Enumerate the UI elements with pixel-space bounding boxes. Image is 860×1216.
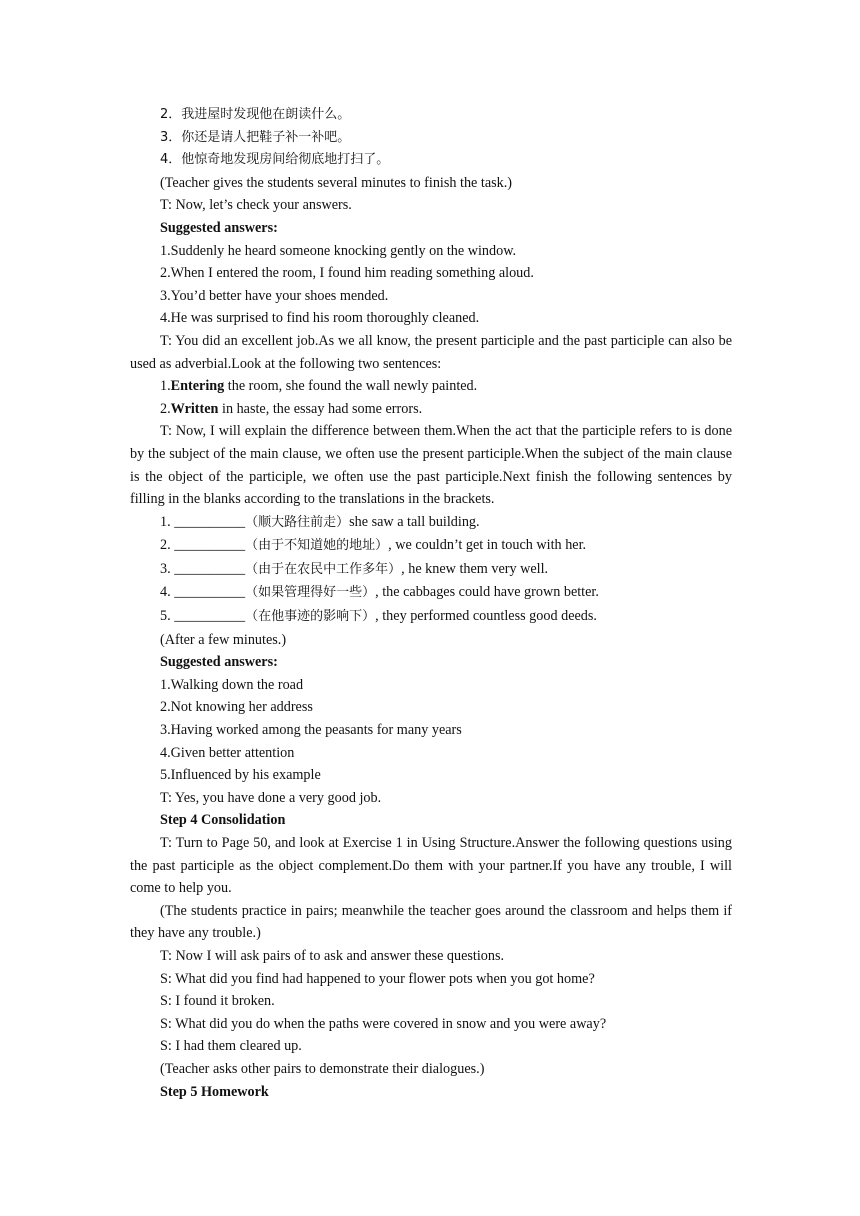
answer-item: 3.Having worked among the peasants for many years <box>160 722 462 739</box>
blank-number: 1. __________ <box>160 513 246 530</box>
stage-direction: (Teacher asks other pairs to demonstrate their dialogues.) <box>160 1060 485 1077</box>
answer-item: 4.Given better attention <box>160 744 295 761</box>
blank-hint: （由于在农民中工作多年） <box>245 561 402 577</box>
teacher-paragraph: T: Turn to Page 50, and look at Exercise 1 in Using Structure.Answer the following questions using the past participle as the object complement.Do them with your partner.If you have any trouble, I will come to help you. <box>130 835 732 897</box>
blank-number: 3. __________ <box>160 560 246 577</box>
blank-number: 5. __________ <box>160 608 246 625</box>
suggested-answers-heading: Suggested answers: <box>160 654 278 671</box>
blank-item-3 <box>130 558 732 582</box>
example-keyword: Entering <box>170 378 225 395</box>
blank-hint: （由于不知道她的地址） <box>245 538 389 554</box>
answer-item: 5.Influenced by his example <box>160 767 321 784</box>
example-text: the room, she found the wall newly painted. <box>224 378 478 395</box>
teacher-paragraph: T: Now, I will explain the difference between them.When the act that the participle refers to is done by the subject of the main clause, we often use the present participle.When the subject of the main clause is the object of the participle, we often use the past participle.Next finish the following sentences by filling in the blanks according to the translations in the brackets. <box>130 423 732 508</box>
teacher-line: T: Now I will ask pairs of to ask and answer these questions. <box>160 947 505 964</box>
blank-item-5 <box>130 605 732 629</box>
answer-item: 1.Suddenly he heard someone knocking gently on the window. <box>160 242 517 259</box>
stage-direction: (The students practice in pairs; meanwhile the teacher goes around the classroom and helps them if they have any trouble.) <box>130 902 732 942</box>
blank-text: she saw a tall building. <box>349 513 480 530</box>
example-number: 1. <box>160 378 171 395</box>
example-sentence-2 <box>130 398 732 421</box>
blank-item-1 <box>130 511 732 535</box>
blank-text: , they performed countless good deeds. <box>375 608 597 625</box>
blank-hint: （在他事迹的影响下） <box>245 609 376 625</box>
blank-number: 4. __________ <box>160 584 246 601</box>
step-heading: Step 4 Consolidation <box>160 812 286 829</box>
blank-text: , he knew them very well. <box>401 560 549 577</box>
stage-direction: (After a few minutes.) <box>160 631 287 648</box>
blank-item-2 <box>130 534 732 558</box>
blank-number: 2. __________ <box>160 537 246 554</box>
answer-item: 2.Not knowing her address <box>160 699 313 716</box>
student-line: S: What did you do when the paths were covered in snow and you were away? <box>160 1015 607 1032</box>
blank-hint: （顺大路往前走） <box>245 514 350 530</box>
teacher-line: T: Yes, you have done a very good job. <box>160 789 382 806</box>
step-heading: Step 5 Homework <box>160 1083 269 1100</box>
blank-hint: （如果管理得好一些） <box>245 585 376 601</box>
answer-item: 2.When I entered the room, I found him reading something aloud. <box>160 265 534 282</box>
translation-item-2: 2．我进屋时发现他在朗读什么。 <box>160 107 351 122</box>
student-line: S: I found it broken. <box>160 993 275 1010</box>
example-text: in haste, the essay had some errors. <box>218 400 423 417</box>
stage-direction: (Teacher gives the students several minutes to finish the task.) <box>160 174 513 191</box>
example-keyword: Written <box>170 400 219 417</box>
example-number: 2. <box>160 400 171 417</box>
blank-text: , the cabbages could have grown better. <box>375 584 599 601</box>
answer-item: 4.He was surprised to find his room thoroughly cleaned. <box>160 310 480 327</box>
teacher-line: T: Now, let’s check your answers. <box>160 197 352 214</box>
example-sentence-1 <box>130 375 732 398</box>
suggested-answers-heading: Suggested answers: <box>160 219 278 236</box>
translation-item-4: 4．他惊奇地发现房间给彻底地打扫了。 <box>160 152 390 168</box>
answer-item: 1.Walking down the road <box>160 676 304 693</box>
translation-item-3: 3．你还是请人把鞋子补一补吧。 <box>160 129 351 145</box>
student-line: S: I had them cleared up. <box>160 1038 302 1055</box>
teacher-paragraph: T: You did an excellent job.As we all know, the present participle and the past participle can also be used as adverbial.Look at the following two sentences: <box>130 332 732 372</box>
student-line: S: What did you find had happened to your flower pots when you got home? <box>160 970 595 987</box>
blank-item-4 <box>130 581 732 605</box>
blank-text: , we couldn’t get in touch with her. <box>388 537 587 554</box>
document-page <box>130 104 732 1103</box>
answer-item: 3.You’d better have your shoes mended. <box>160 287 389 304</box>
